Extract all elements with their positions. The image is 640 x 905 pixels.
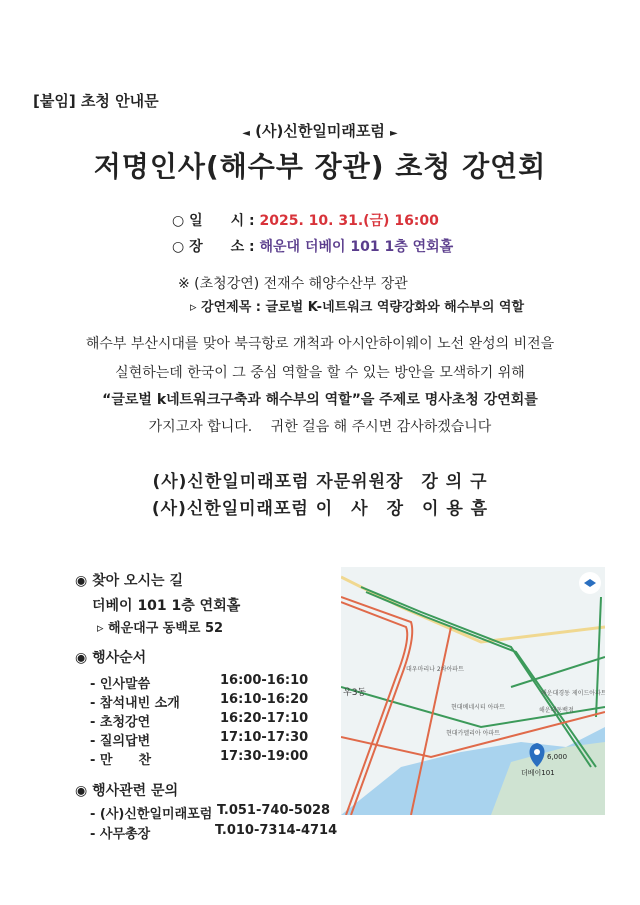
map-label: 해운대경동 제이드아파트 [541,690,605,697]
contact-phone: T.051-740-5028 [217,803,331,818]
schedule-name: - 만 찬 [90,753,152,768]
map-label: 해운대동백점 [539,707,574,714]
map-price-label: 6,000 [547,753,568,761]
place-label: ○ 장 소 : [172,239,255,255]
date-label: ○ 일 시 : [172,213,255,229]
schedule-time: 17:10-17:30 [220,730,309,745]
contact-heading: ◉ 행사관련 문의 [75,783,179,799]
schedule-name: - 질의답변 [90,734,151,749]
schedule-time: 16:00-16:10 [220,673,309,688]
organizer-name: (사)신한일미래포럼 [255,122,385,140]
attachment-label: [붙임] 초청 안내문 [33,92,159,110]
directions-heading: ◉ 찾아 오시는 길 [75,573,183,589]
date-value: 2025. 10. 31.(금) 16:00 [259,213,439,229]
venue-address: ▹ 해운대구 동백로 52 [97,621,224,636]
map-label: 대우마리나 2차아파트 [406,666,464,673]
paragraph-line: 실현하는데 한국이 그 중심 역할을 할 수 있는 방안을 모색하기 위해 [115,365,525,381]
location-map[interactable] [341,567,605,815]
date-row [172,210,439,230]
schedule-heading: ◉ 행사순서 [75,650,147,666]
schedule-name: - 인사말씀 [90,677,151,692]
lecture-topic: ▹ 강연제목 : 글로벌 K-네트워크 역량강화와 해수부의 역할 [190,300,525,315]
road [511,657,605,687]
left-arrow-icon: ◄ [242,128,250,139]
map-venue-label: 더베이101 [521,769,555,777]
paragraph-line: 가지고자 합니다. 귀한 걸음 해 주시면 감사하겠습니다 [148,419,492,435]
map-label: 우3동 [343,688,367,698]
schedule-time: 16:10-16:20 [220,692,309,707]
schedule-time: 17:30-19:00 [220,749,309,764]
map-label: 현대베네시티 아파트 [451,704,506,711]
contact-name: - (사)신한일미래포럼 [90,807,213,822]
pin-dot [534,749,540,755]
paragraph-line: “글로벌 k네트워크구축과 해수부의 역할”을 주제로 명사초청 강연회를 [102,392,538,408]
speaker: ※ (초청강연) 전재수 해양수산부 장관 [178,276,408,292]
venue-name: 더베이 101 1층 연회홀 [92,598,241,614]
schedule-time: 16:20-17:10 [220,711,309,726]
road [596,597,601,717]
page-title: 저명인사(해수부 장관) 초청 강연회 [93,150,547,183]
signature-advisor: (사)신한일미래포럼 자문위원장 강 의 구 [152,472,488,492]
organizer-header [0,120,640,141]
contact-name: - 사무총장 [90,827,151,842]
paragraph-line: 해수부 부산시대를 맞아 북극항로 개척과 아시안하이웨이 노선 완성의 비전을 [85,336,555,352]
map-graphic [341,567,605,815]
place-row [172,236,453,256]
schedule-name: - 참석내빈 소개 [90,696,180,711]
schedule-name: - 초청강연 [90,715,151,730]
schedule-item [90,673,150,692]
signature-chairman: (사)신한일미래포럼 이 사 장 이 용 흠 [151,499,489,519]
contact-phone: T.010-7314-4714 [215,823,338,838]
place-value: 해운대 더베이 101 1층 연회홀 [259,239,454,255]
right-arrow-icon: ► [390,128,398,139]
map-label: 현대카멜리아 아파트 [446,730,501,737]
